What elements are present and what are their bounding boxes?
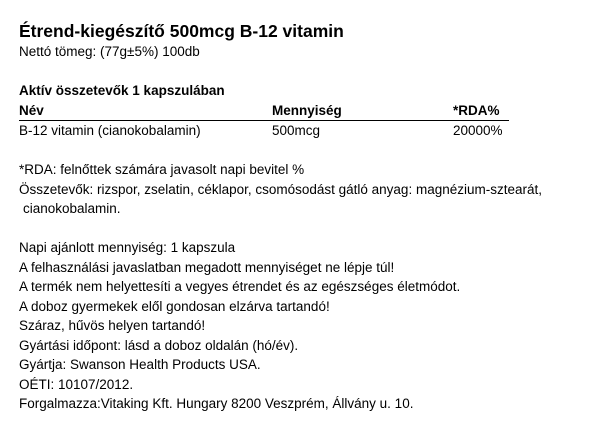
spacer	[19, 219, 600, 239]
column-header-rda: *RDA%	[453, 102, 500, 118]
manufacturer: Gyártja: Swanson Health Products USA.	[19, 357, 261, 372]
ingredients-table-header	[19, 101, 509, 122]
table-row	[19, 121, 600, 141]
warning-dose: A felhasználási javaslatban megadott mennyiséget ne lépje túl!	[19, 259, 395, 275]
column-header-quantity: Mennyiség	[272, 102, 342, 118]
storage-instructions: Száraz, hűvös helyen tartandó!	[19, 318, 206, 333]
column-header-name: Név	[19, 102, 44, 118]
oeti-number: OÉTI: 10107/2012.	[19, 376, 134, 392]
daily-dose: Napi ajánlott mennyiség: 1 kapszula	[19, 240, 236, 255]
production-date: Gyártási időpont: lásd a doboz oldalán (hó/év).	[19, 337, 299, 353]
product-title: Étrend-kiegészítő 500mcg B-12 vitamin	[19, 21, 344, 41]
warning-children: A doboz gyermekek elől gondosan elzárva tartandó!	[19, 298, 330, 314]
spacer	[19, 62, 600, 82]
ingredient-rda: 20000%	[453, 123, 503, 138]
rda-note: *RDA: felnőttek számára javasolt napi bevitel %	[19, 162, 305, 177]
ingredient-name: B-12 vitamin (cianokobalamin)	[19, 123, 201, 138]
ingredients-list-line: Összetevők: rizspor, zselatin, céklapor, csomósodást gátló anyag: magnézium-sztearát,	[19, 181, 542, 197]
net-weight: Nettó tömeg: (77g±5%) 100db	[19, 44, 200, 59]
spacer	[19, 141, 600, 161]
ingredient-quantity: 500mcg	[272, 123, 321, 138]
ingredients-list-line: cianokobalamin.	[23, 201, 121, 216]
ingredients-table-caption: Aktív összetevők 1 kapszulában	[19, 83, 225, 98]
distributor: Forgalmazza:Vitaking Kft. Hungary 8200 Veszprém, Állvány u. 10.	[19, 396, 414, 411]
warning-diet: A termék nem helyettesíti a vegyes étrendet és az egészséges életmódot.	[19, 279, 461, 294]
